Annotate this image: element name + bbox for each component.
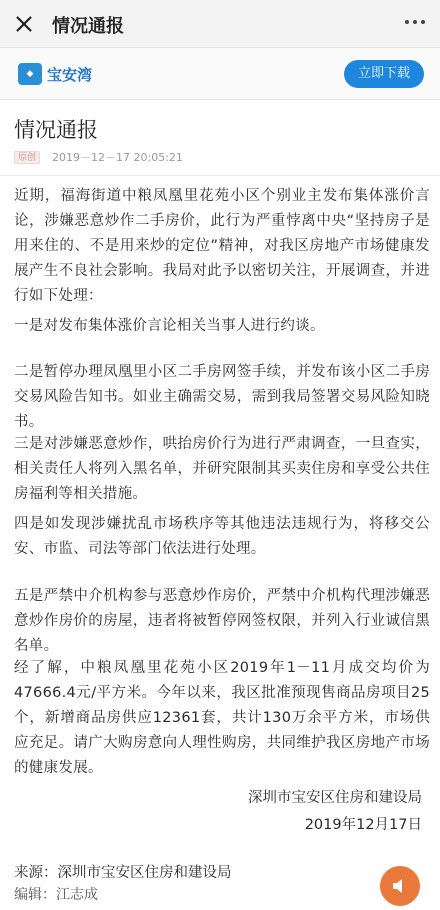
paragraph: 五是严禁中介机构参与恶意炒作房价，严禁中介机构代理涉嫌恶意炒作房价的房屋，违者将被暂停网签权限，并列入行业诚信黑名单。 (14, 588, 430, 654)
paragraph: 经了解，中粮凤凰里花苑小区2019年1－11月成交均价为47666.4元/平方米。今年以来，我区批准预现售商品房项目25个，新增商品房供应12361套，共计130万余平方米，市场供应充足。请广大购房意向人理性购房，共同维护我区房地产市场的健康发展。 (14, 660, 430, 776)
speaker-icon (380, 866, 420, 906)
source-line: 来源：深圳市宝安区住房和建设局 (14, 865, 232, 881)
divider (0, 175, 440, 176)
download-button[interactable]: 立即下载 (344, 60, 424, 88)
paragraph: 三是对涉嫌恶意炒作，哄抬房价行为进行严肃调查，一旦查实，相关责任人将列入黑名单，并研究限制其买卖住房和享受公共住房福利等相关措施。 (14, 436, 430, 502)
article-meta (14, 149, 183, 165)
logo-badge-icon: ◆ (18, 63, 42, 85)
app-download-banner (0, 48, 440, 100)
more-options-icon[interactable] (404, 18, 426, 26)
paragraph: 四是如发现涉嫌扰乱市场秩序等其他违法违规行为，将移交公安、市监、司法等部门依法进行处理。 (14, 516, 430, 557)
logo-text: 宝安湾 (47, 65, 93, 84)
signature-date: 2019年12月17日 (304, 817, 422, 833)
close-icon[interactable] (10, 10, 38, 38)
paragraph: 近期，福海街道中粮凤凰里花苑小区个别业主发布集体涨价言论，涉嫌恶意炒作二手房价，此行为严重悖离中央“坚持房子是用来住的、不是用来炒的定位”精神，对我区房地产市场健康发展产生不良社会影响。我局对此予以密切关注，开展调查，并进行如下处理： (14, 188, 430, 304)
publish-time: 2019－12－17 20:05:21 (52, 151, 183, 164)
paragraph: 二是暂停办理凤凰里小区二手房网签手续，并发布该小区二手房交易风险告知书。如业主确需交易，需到我局签署交易风险知晓书。 (14, 364, 430, 430)
top-bar (0, 0, 440, 48)
article-title: 情况通报 (14, 118, 98, 142)
signature-org: 深圳市宝安区住房和建设局 (248, 790, 422, 806)
app-logo[interactable] (18, 61, 104, 87)
audio-float-button[interactable] (380, 866, 420, 906)
original-badge: 原创 (14, 151, 40, 164)
page-title: 情况通报 (52, 16, 124, 37)
paragraph: 一是对发布集体涨价言论相关当事人进行约谈。 (14, 318, 325, 334)
editor-line: 编辑：江志成 (14, 887, 98, 903)
